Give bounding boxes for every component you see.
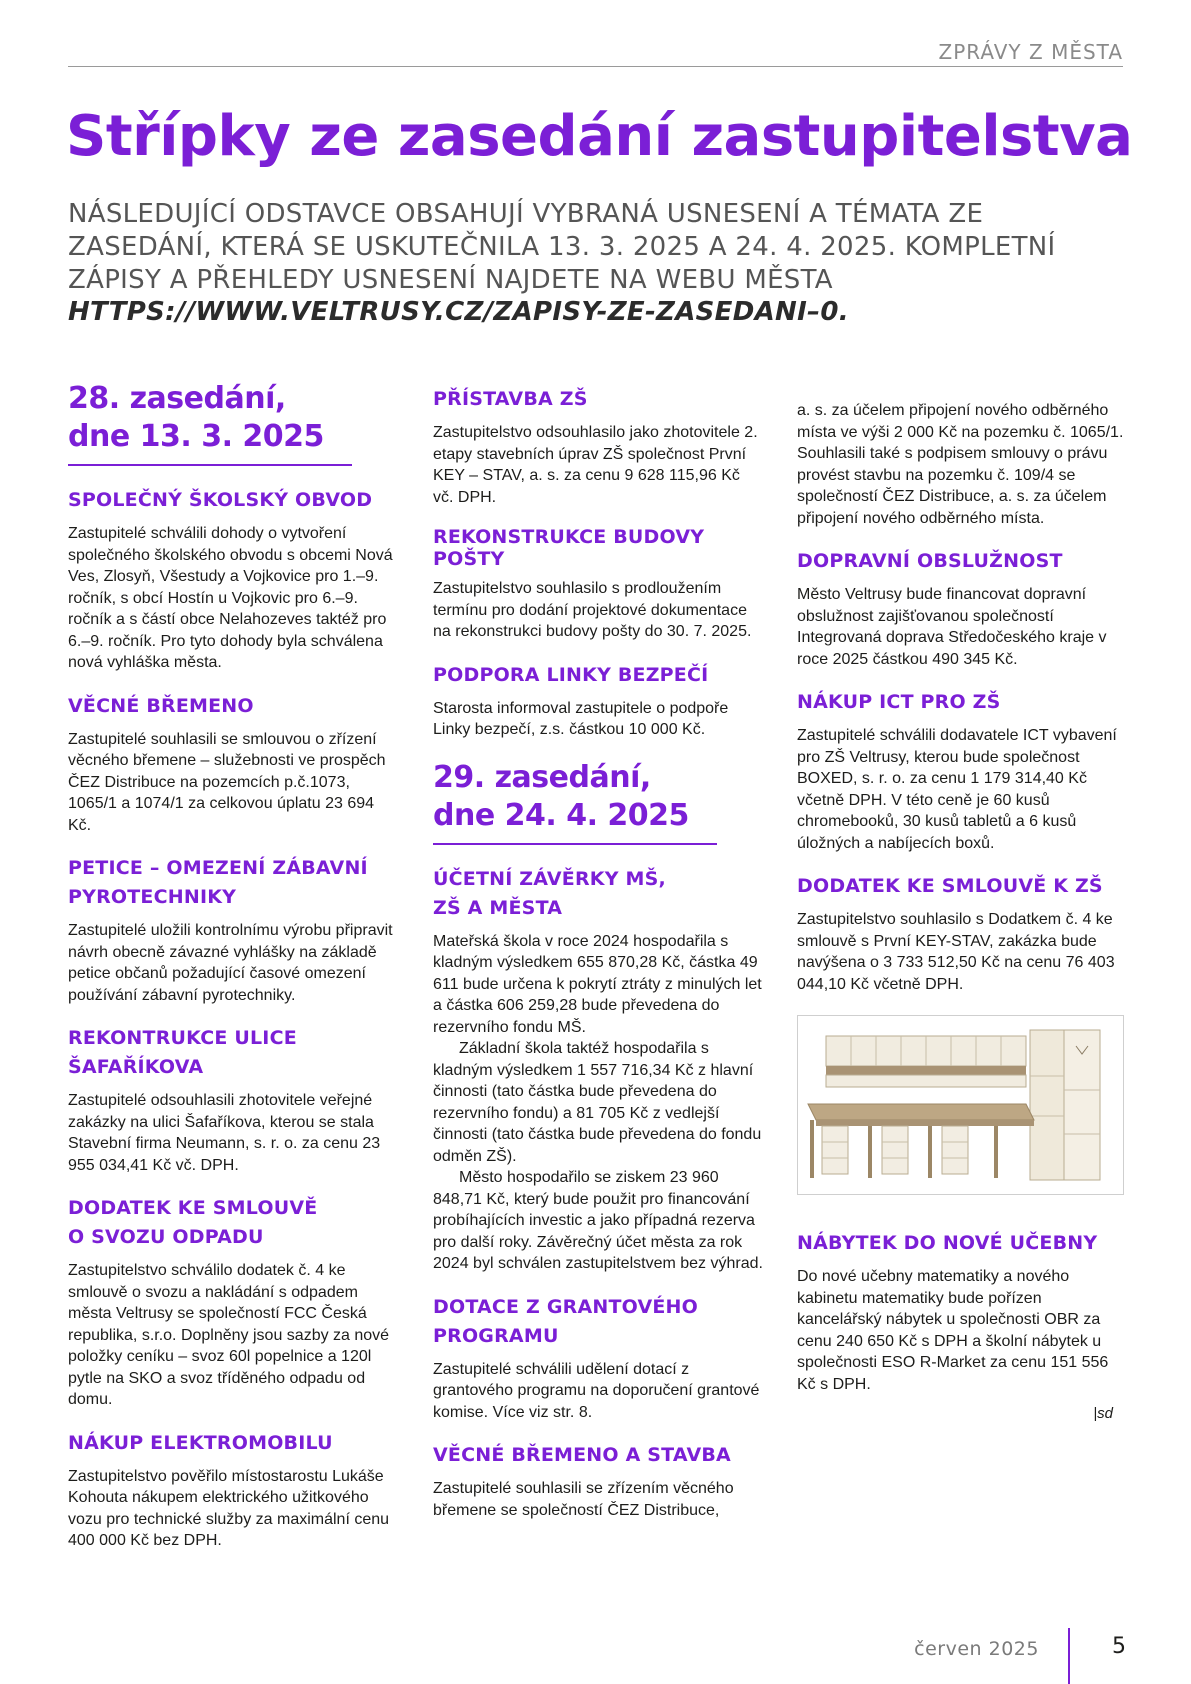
text-ucetni-zaverky-mesto: Město hospodařilo se ziskem 23 960 848,71 Kč, který bude použit pro financování probíhajících investic a jako případná rezerva pro další roky. Závěrečný účet města za rok 2024 byl schválen zastupitelstvem bez výhrad.: [433, 1169, 763, 1272]
heading-line: ZŠ A MĚSTA: [433, 896, 563, 919]
heading-line: POŠTY: [433, 548, 505, 570]
text-pristavba-zs: Zastupitelstvo odsouhlasilo jako zhotovitele 2. etapy stavebních úprav ZŠ společnost První KEY – STAV, a. s. za cenu 9 628 115,96 Kč vč. DPH.: [433, 424, 758, 506]
heading-nabytek: NÁBYTEK DO NOVÉ UČEBNY: [797, 1232, 1098, 1254]
session-title-line-1: 29. zasedání,: [433, 759, 651, 795]
heading-ucetni-zaverky: [433, 865, 763, 923]
heading-line: O SVOZU ODPADU: [68, 1226, 264, 1248]
heading-line: REKONTRUKCE ULICE: [68, 1027, 297, 1049]
text-bremeno-stavba: Zastupitelé souhlasili se zřízením věcného břemene se společností ČEZ Distribuce,: [433, 1480, 734, 1519]
session-title-28: [68, 380, 398, 456]
text-dopravni-obsluznost: Město Veltrusy bude financovat dopravní obslužnost zajišťovanou společností Integrovaná doprava Středočeského kraje v roce 2025 částkou 490 345 Kč.: [797, 586, 1107, 668]
column-3: [797, 400, 1127, 1425]
session-title-29: [433, 759, 763, 835]
heading-linka-bezpeci: PODPORA LINKY BEZPEČÍ: [433, 663, 709, 686]
heading-line: PROGRAMU: [433, 1324, 559, 1347]
footer-date: červen 2025: [914, 1638, 1039, 1660]
text-budova-posty: Zastupitelstvo souhlasilo s prodloužením termínu pro dodání projektové dokumentace na rekonstrukci budovy pošty do 30. 7. 2025.: [433, 580, 752, 640]
heading-dopravni-obsluznost: DOPRAVNÍ OBSLUŽNOST: [797, 550, 1063, 572]
heading-bremeno-stavba: VĚCNÉ BŘEMENO A STAVBA: [433, 1444, 731, 1466]
text-nakup-ict: Zastupitelé schválili dodavatele ICT vybavení pro ZŠ Veltrusy, kterou bude společnost BOXED, s. r. o. za cenu 1 179 314,40 Kč včetně DPH. V této ceně je 60 kusů chromebooků, 30 kusů tabletů a 6 kusů úložných a nabíjecích boxů.: [797, 727, 1117, 852]
column-2: [433, 385, 763, 1539]
section-label: ZPRÁVY Z MĚSTA: [938, 40, 1123, 64]
session-title-line-2: dne 24. 4. 2025: [433, 797, 689, 833]
lede-url: HTTPS://WWW.VELTRUSY.CZ/ZAPISY-ZE-ZASEDANI–0.: [68, 297, 849, 328]
heading-safarikova: [68, 1024, 398, 1082]
text-nabytek: Do nové učebny matematiky a nového kabinetu matematiky bude pořízen kancelářský nábytek u společnosti OBR za cenu 240 650 Kč s DPH a školní nábytek u společnosti ESO R-Market za cenu 151 556 Kč s DPH.: [797, 1268, 1109, 1393]
text-grantovy-program: Zastupitelé schválili udělení dotací z grantového programu na doporučení grantové komise. Více viz str. 8.: [433, 1360, 760, 1421]
heading-grantovy-program: [433, 1293, 763, 1351]
text-vecne-bremeno: Zastupitelé souhlasili se smlouvou o zřízení věcného břemene – služebnosti ve prospěch ČEZ Distribuce na pozemcích p.č.1073, 1065/1 a 1074/1 za celkovou úplatu 23 694 Kč.: [68, 730, 386, 834]
furniture-photo: [797, 1015, 1124, 1195]
heading-line: REKONSTRUKCE BUDOVY: [433, 526, 705, 548]
page-title: Střípky ze zasedání zastupitelstva: [66, 104, 1133, 169]
lede: [68, 198, 1128, 329]
heading-petice: [68, 854, 398, 912]
text-petice: Zastupitelé uložili kontrolnímu výrobu připravit návrh obecně závazné vyhlášky na základě petice občanů požadující časové omezení používání zábavní pyrotechniky.: [68, 922, 393, 1004]
footer-bar: [1068, 1628, 1070, 1684]
text-skolsky-obvod: Zastupitelé schválili dohody o vytvoření společného školského obvodu s obcemi Nová Ves, Zlosyň, Všestudy a Vojkovice pro 1.–9. ročník, s obcí Hostín u Vojkovic pro 6.–9. ročník a s částí obce Nelahozeves taktéž pro 6.–9. ročník. Pro tyto dohody byla schválena nová vyhláška města.: [68, 525, 393, 671]
session-title-line-2: dne 13. 3. 2025: [68, 419, 324, 454]
heading-svoz-odpadu: [68, 1194, 398, 1252]
heading-line: DODATEK KE SMLOUVĚ: [68, 1197, 318, 1219]
session-title-line-1: 28. zasedání,: [68, 381, 286, 416]
session-rule: [68, 464, 352, 466]
heading-pristavba-zs: PŘÍSTAVBA ZŠ: [433, 388, 588, 410]
heading-line: ŠAFAŘÍKOVA: [68, 1056, 204, 1078]
heading-line: PETICE – OMEZENÍ ZÁBAVNÍ: [68, 857, 368, 879]
heading-line: ÚČETNÍ ZÁVĚRKY MŠ,: [433, 867, 666, 890]
text-bremeno-stavba-cont: a. s. za účelem připojení nového odběrného místa ve výši 2 000 Kč na pozemku č. 1065/1. Souhlasili také s podpisem smlouvy o právu provést stavbu na pozemku č. 109/4 se společností ČEZ Distribuce, a. s. za účelem připojení nového odběrného místa.: [797, 402, 1124, 527]
heading-nakup-ict: NÁKUP ICT PRO ZŠ: [797, 691, 1001, 713]
text-svoz-odpadu: Zastupitelstvo schválilo dodatek č. 4 ke smlouvě o svozu a nakládání s odpadem města Veltrusy se společností FCC Česká republika, s.r.o. Doplněny jsou sazby za nové položky ceníku – svoz 60l popelnice a 120l pytle na SKO a svoz tříděného odpadu od domu.: [68, 1262, 390, 1408]
text-elektromobil: Zastupitelstvo pověřilo místostarostu Lukáše Kohouta nákupem elektrického užitkového vozu pro technické služby za maximální cenu 400 000 Kč bez DPH.: [68, 1467, 390, 1549]
text-ucetni-zaverky-ms: Mateřská škola v roce 2024 hospodařila s kladným výsledkem 655 870,28 Kč, částka 49 611 bude určena k pokrytí ztráty z minulých let a částka 606 259,28 bude převedena do rezervního fondu MŠ.: [433, 932, 762, 1036]
text-linka-bezpeci: Starosta informoval zastupitele o podpoře Linky bezpečí, z.s. částkou 10 000 Kč.: [433, 699, 729, 738]
heading-vecne-bremeno: VĚCNÉ BŘEMENO: [68, 694, 254, 717]
session-rule: [433, 843, 717, 845]
heading-skolsky-obvod: SPOLEČNÝ ŠKOLSKÝ OBVOD: [68, 489, 373, 511]
heading-line: PYROTECHNIKY: [68, 886, 237, 908]
text-dodatek-zs: Zastupitelstvo souhlasilo s Dodatkem č. 4 ke smlouvě s První KEY-STAV, zakázka bude navýšena o 3 733 512,50 Kč na cenu 76 403 044,10 Kč včetně DPH.: [797, 911, 1115, 993]
heading-dodatek-zs: DODATEK KE SMLOUVĚ K ZŠ: [797, 875, 1103, 897]
page-number: 5: [1112, 1634, 1126, 1659]
text-ucetni-zaverky-zs: Základní škola taktéž hospodařila s kladným výsledkem 1 557 716,34 Kč z hlavní činnosti (tato částka bude převedena do rezervního fondu) a 81 705 Kč z vedlejší činnosti (tato částka bude převedena do fondu odměn ZŠ).: [433, 1040, 762, 1165]
author-signature: |sd: [1093, 1405, 1113, 1422]
top-rule: [68, 66, 1123, 67]
heading-budova-posty: [433, 526, 763, 570]
lede-text: NÁSLEDUJÍCÍ ODSTAVCE OBSAHUJÍ VYBRANÁ USNESENÍ A TÉMATA ZE ZASEDÁNÍ, KTERÁ SE USKUTEČNILA 13. 3. 2025 A 24. 4. 2025. KOMPLETNÍ ZÁPISY A PŘEHLEDY USNESENÍ NAJDETE NA WEBU MĚSTA: [68, 199, 1056, 295]
heading-line: DOTACE Z GRANTOVÉHO: [433, 1295, 699, 1318]
furniture-illustration: [798, 1016, 1123, 1194]
text-safarikova: Zastupitelé odsouhlasili zhotovitele veřejné zakázky na ulici Šafaříkova, kterou se stala Stavební firma Neumann, s. r. o. za cenu 23 955 034,41 Kč vč. DPH.: [68, 1092, 381, 1174]
heading-elektromobil: NÁKUP ELEKTROMOBILU: [68, 1431, 333, 1454]
column-1: [68, 380, 398, 1570]
